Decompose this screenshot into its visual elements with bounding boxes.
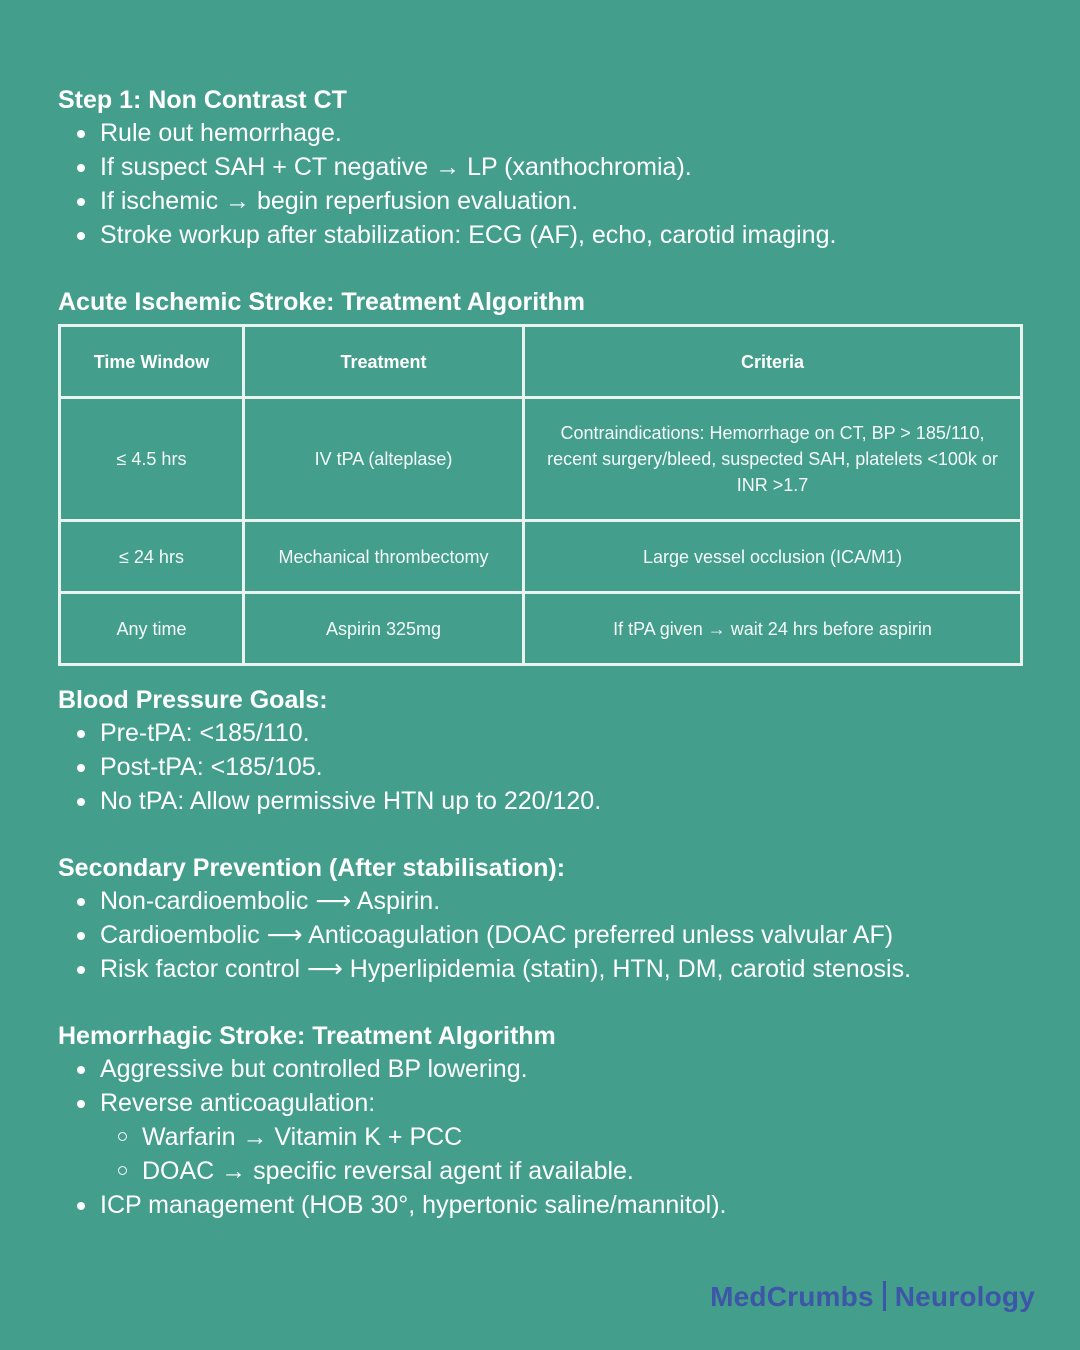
sub-list-item: Warfarin → Vitamin K + PCC [100, 1120, 1020, 1154]
brand-name: MedCrumbs [710, 1281, 874, 1312]
cell-time-window: ≤ 4.5 hrs [60, 398, 244, 521]
secondary-list [58, 884, 1020, 986]
sub-list [100, 1120, 1020, 1188]
table-row [60, 398, 1022, 521]
brand-divider [883, 1281, 886, 1311]
list-item: Stroke workup after stabilization: ECG (AF), echo, carotid imaging. [58, 218, 1020, 252]
step1-list [58, 116, 1020, 252]
step1-section [58, 84, 1020, 252]
cell-criteria: If tPA given → wait 24 hrs before aspirin [524, 593, 1022, 665]
header-criteria: Criteria [524, 326, 1022, 398]
spacer [58, 986, 1020, 1020]
table-row [60, 521, 1022, 593]
brand-topic: Neurology [894, 1281, 1035, 1312]
bp-list [58, 716, 1020, 818]
list-item: Non-cardioembolic ⟶ Aspirin. [58, 884, 1020, 918]
list-item [58, 1086, 1020, 1188]
hemorrhagic-list [58, 1052, 1020, 1222]
cell-treatment: Aspirin 325mg [244, 593, 524, 665]
step1-heading: Step 1: Non Contrast CT [58, 86, 347, 114]
list-item: Pre-tPA: <185/110. [58, 716, 1020, 750]
header-treatment: Treatment [244, 326, 524, 398]
list-item: If ischemic → begin reperfusion evaluation. [58, 184, 1020, 218]
cell-criteria: Contraindications: Hemorrhage on CT, BP > 185/110, recent surgery/bleed, suspected SAH, platelets <100k or INR >1.7 [524, 398, 1022, 521]
brand-logo [710, 1281, 1035, 1313]
list-item: No tPA: Allow permissive HTN up to 220/120. [58, 784, 1020, 818]
list-item: Cardioembolic ⟶ Anticoagulation (DOAC preferred unless valvular AF) [58, 918, 1020, 952]
list-item: Risk factor control ⟶ Hyperlipidemia (statin), HTN, DM, carotid stenosis. [58, 952, 1020, 986]
header-time-window: Time Window [60, 326, 244, 398]
list-item: ICP management (HOB 30°, hypertonic saline/mannitol). [58, 1188, 1020, 1222]
list-item: Post-tPA: <185/105. [58, 750, 1020, 784]
cell-treatment: IV tPA (alteplase) [244, 398, 524, 521]
ischemic-heading: Acute Ischemic Stroke: Treatment Algorithm [58, 288, 585, 316]
cell-treatment: Mechanical thrombectomy [244, 521, 524, 593]
table-header-row [60, 326, 1022, 398]
ischemic-section [58, 286, 1020, 666]
bp-heading: Blood Pressure Goals: [58, 686, 328, 714]
content [58, 84, 1020, 1222]
cell-criteria: Large vessel occlusion (ICA/M1) [524, 521, 1022, 593]
sub-list-item: DOAC → specific reversal agent if available. [100, 1154, 1020, 1188]
cell-time-window: Any time [60, 593, 244, 665]
list-item: Rule out hemorrhage. [58, 116, 1020, 150]
hemorrhagic-heading: Hemorrhagic Stroke: Treatment Algorithm [58, 1022, 556, 1050]
treatment-table [58, 324, 1023, 666]
hemorrhagic-section [58, 1020, 1020, 1222]
secondary-section [58, 852, 1020, 986]
list-item-label: Reverse anticoagulation: [100, 1089, 376, 1117]
spacer [58, 818, 1020, 852]
list-item: Aggressive but controlled BP lowering. [58, 1052, 1020, 1086]
secondary-heading: Secondary Prevention (After stabilisation): [58, 854, 566, 882]
cell-time-window: ≤ 24 hrs [60, 521, 244, 593]
spacer [58, 252, 1020, 286]
bp-section [58, 684, 1020, 818]
list-item: If suspect SAH + CT negative → LP (xanthochromia). [58, 150, 1020, 184]
table-row [60, 593, 1022, 665]
